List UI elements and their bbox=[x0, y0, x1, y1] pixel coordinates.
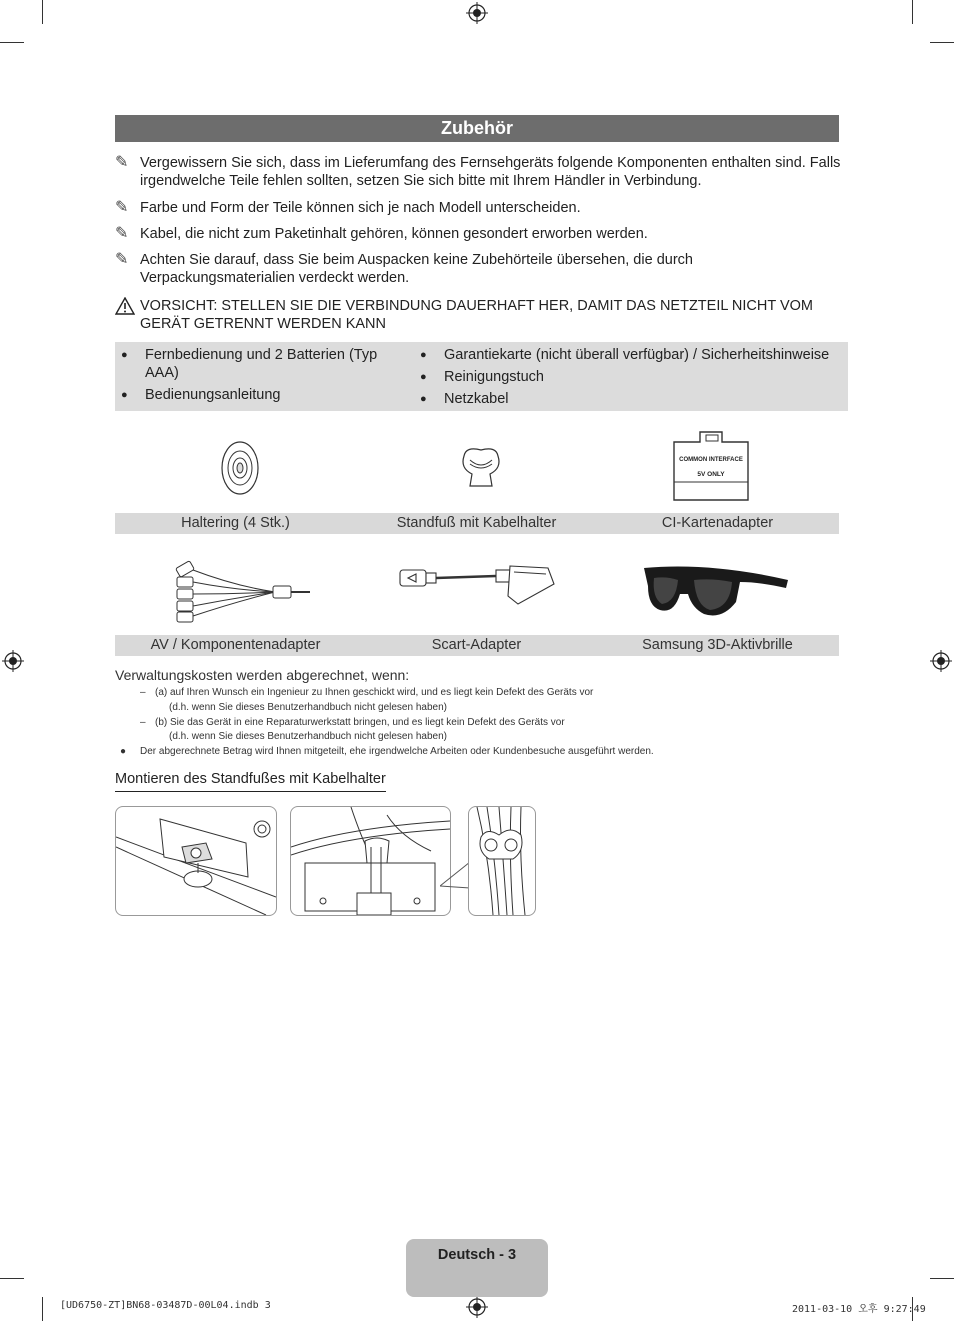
fees-item-b: (b) Sie das Gerät in eine Reparaturwerkstatt bringen, und es liegt kein Defekt des Geräts vor bbox=[155, 717, 565, 728]
holder-ring-image bbox=[218, 440, 262, 496]
fees-bullet-mark: ● bbox=[120, 746, 127, 757]
list-item: ● Reinigungstuch bbox=[420, 369, 544, 385]
caption-scart-adapter: Scart-Adapter bbox=[431, 637, 522, 653]
warning-triangle-icon bbox=[115, 297, 135, 315]
note-item bbox=[115, 154, 845, 190]
crop-mark bbox=[42, 1297, 43, 1321]
note-text: Farbe und Form der Teile können sich je nach Modell unterscheiden. bbox=[140, 200, 581, 216]
note-text: Achten Sie darauf, dass Sie beim Auspacken keine Zubehörteile übersehen, die durch Verpackungsmaterialien verdeckt werden. bbox=[140, 252, 693, 286]
crop-mark bbox=[930, 42, 954, 43]
footer-file-info: [UD6750-ZT]BN68-03487D-00L04.indb 3 bbox=[60, 1300, 271, 1311]
scart-adapter-image bbox=[396, 562, 556, 612]
ci-card-label-1: COMMON INTERFACE bbox=[679, 457, 743, 463]
caption-cable-stand: Standfuß mit Kabelhalter bbox=[396, 515, 557, 531]
assembly-step-3-image bbox=[468, 806, 536, 916]
fees-item-b-note: (d.h. wenn Sie dieses Benutzerhandbuch nicht gelesen haben) bbox=[169, 731, 447, 742]
fees-bullet: Der abgerechnete Betrag wird Ihnen mitgeteilt, ehe irgendwelche Arbeiten oder Kundenbesuche ausgeführt werden. bbox=[140, 746, 654, 757]
caption-ci-card: CI-Kartenadapter bbox=[661, 515, 774, 531]
list-item: ● Bedienungsanleitung bbox=[121, 387, 281, 403]
cable-stand-image bbox=[456, 442, 506, 492]
list-item: ● Netzkabel bbox=[420, 391, 509, 407]
crop-mark bbox=[930, 1278, 954, 1279]
crop-mark bbox=[0, 42, 24, 43]
section-title: Zubehör bbox=[115, 115, 839, 142]
note-item bbox=[115, 199, 845, 217]
note-pencil-icon: ✎ bbox=[115, 154, 129, 171]
3d-glasses-image bbox=[640, 558, 792, 624]
fees-item-a-note: (d.h. wenn Sie dieses Benutzerhandbuch nicht gelesen haben) bbox=[169, 702, 447, 713]
subsection-title: Montieren des Standfußes mit Kabelhalter bbox=[115, 771, 386, 792]
ci-card-label-2: 5V ONLY bbox=[697, 471, 725, 478]
note-item bbox=[115, 251, 845, 287]
assembly-step-2-image bbox=[290, 806, 451, 916]
note-text: Kabel, die nicht zum Paketinhalt gehören, können gesondert erworben werden. bbox=[140, 226, 648, 242]
accessories-list bbox=[115, 342, 848, 411]
av-component-adapter-image bbox=[165, 556, 313, 624]
registration-mark-icon bbox=[2, 650, 24, 672]
crop-mark bbox=[42, 0, 43, 24]
caption-holder-ring: Haltering (4 Stk.) bbox=[181, 515, 290, 531]
caption-av-adapter: AV / Komponentenadapter bbox=[150, 637, 321, 653]
caption-row bbox=[115, 635, 839, 656]
caption-3d-glasses: Samsung 3D-Aktivbrille bbox=[642, 637, 793, 653]
list-item: ● Fernbedienung und 2 Batterien (Typ AAA) bbox=[121, 347, 378, 381]
page-number: Deutsch - 3 bbox=[406, 1239, 548, 1297]
crop-mark bbox=[0, 1278, 24, 1279]
list-item: ● Garantiekarte (nicht überall verfügbar) / Sicherheitshinweise bbox=[420, 347, 830, 363]
fees-title: Verwaltungskosten werden abgerechnet, wenn: bbox=[115, 667, 410, 683]
note-pencil-icon: ✎ bbox=[115, 199, 129, 216]
registration-mark-icon bbox=[466, 2, 488, 24]
fees-item-a: (a) auf Ihren Wunsch ein Ingenieur zu Ihnen geschickt wird, und es liegt kein Defekt des Geräts vor bbox=[155, 687, 594, 698]
registration-mark-icon bbox=[930, 650, 952, 672]
fees-dash: – bbox=[140, 717, 146, 728]
note-item bbox=[115, 225, 845, 243]
note-pencil-icon: ✎ bbox=[115, 225, 129, 242]
assembly-step-1-image bbox=[115, 806, 277, 916]
caution-note bbox=[115, 297, 845, 333]
caption-row bbox=[115, 513, 839, 534]
fees-dash: – bbox=[140, 687, 146, 698]
footer-timestamp: 2011-03-10 오후 9:27:49 bbox=[792, 1304, 926, 1315]
note-pencil-icon: ✎ bbox=[115, 251, 129, 268]
registration-mark-icon bbox=[466, 1296, 488, 1318]
ci-card-adapter-image bbox=[670, 430, 752, 504]
note-text: Vergewissern Sie sich, dass im Lieferumfang des Fernsehgeräts folgende Komponenten enthalten sind. Falls irgendwelche Teile fehlen sollten, setzen Sie sich bitte mit Ihrem Händler in Verbindung. bbox=[140, 155, 841, 189]
crop-mark bbox=[912, 0, 913, 24]
caution-text: VORSICHT: STELLEN SIE DIE VERBINDUNG DAUERHAFT HER, DAMIT DAS NETZTEIL NICHT VOM GERÄT GETRENNT WERDEN KANN bbox=[140, 298, 814, 332]
